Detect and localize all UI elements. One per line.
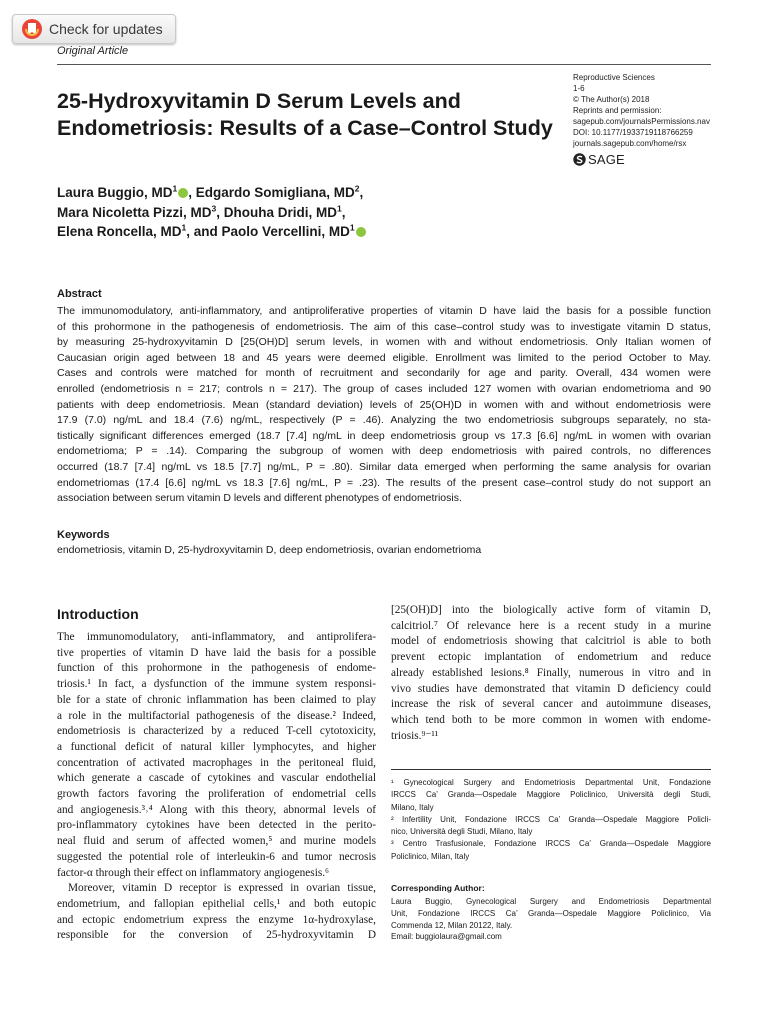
body-line: model of endometriosis showing that calcitriol is able to both bbox=[391, 635, 711, 648]
author-name[interactable]: Mara Nicoletta Pizzi, MD bbox=[57, 204, 212, 220]
corresponding-line: Unit, Fondazione IRCCS Ca’ Granda—Ospedale Maggiore Policlinico, Via bbox=[391, 908, 711, 918]
body-line: which tend both to be more common in women with endome- bbox=[391, 713, 711, 726]
affiliation-sup: 1 bbox=[181, 222, 187, 233]
body-line: tive properties of vitamin D have laid the basis for a possible bbox=[57, 646, 376, 659]
abstract-line: Caucasian origin aged between 18 and 45 years were deemed eligible. Enrollment was limited to the period October to May. bbox=[57, 351, 711, 364]
body-line: endometriosis is characterized by a reduced T-cell cytotoxicity, bbox=[57, 725, 376, 738]
journal-pages: 1-6 bbox=[573, 84, 585, 93]
abstract-line: 17.9 (7.0) ng/mL and 18.4 (7.6) ng/mL, respectively (P = .46). Analyzing the two endometriosis subgroups separately, no sta- bbox=[57, 414, 711, 427]
article-type-label: Original Article bbox=[57, 45, 129, 57]
body-line: calcitriol.⁷ Of relevance here is a recent study in a murine bbox=[391, 619, 711, 632]
body-line: vivo studies have demonstrated that vitamin D deficiency could bbox=[391, 682, 711, 695]
body-line: factor-α through their effect on inflammatory angiogenesis.⁶ bbox=[57, 866, 329, 879]
body-line: already established lesions.⁸ Finally, numerous in vitro and in bbox=[391, 666, 711, 679]
abstract-line: association between serum vitamin D levels and different phenotypes of endometriosis. bbox=[57, 492, 462, 505]
intro-column-left bbox=[57, 630, 376, 944]
orcid-icon[interactable] bbox=[356, 227, 366, 237]
header-divider bbox=[57, 64, 711, 65]
footnote-line: ³ Centro Trasfusionale, Fondazione IRCCS Ca’ Granda—Ospedale Maggiore bbox=[391, 839, 711, 849]
body-line: ble for a state of chronic inflammation has been claimed to play bbox=[57, 693, 376, 706]
corresponding-author-details bbox=[391, 896, 711, 943]
body-line: prevent ectopic implantation of endometrium and reduce bbox=[391, 651, 711, 664]
affiliation-sup: 1 bbox=[337, 203, 342, 213]
title-line-1: 25-Hydroxyvitamin D Serum Levels and bbox=[57, 89, 461, 113]
keywords-list: endometriosis, vitamin D, 25-hydroxyvitamin D, deep endometriosis, ovarian endometrioma bbox=[57, 544, 482, 556]
author-name[interactable]: Elena Roncella, MD bbox=[57, 224, 182, 239]
body-line: [25(OH)D] into the biologically active form of vitamin D, bbox=[391, 604, 711, 616]
footnote-line: Milano, Italy bbox=[391, 802, 434, 812]
affiliation-sup: 1 bbox=[172, 183, 178, 194]
title-line-2: Endometriosis: Results of a Case–Control Study bbox=[57, 116, 553, 140]
body-line: responsible for the conversion of 25-hydroxyvitamin D bbox=[57, 929, 376, 942]
footnote-line: nico, Università degli Studi, Milano, Italy bbox=[391, 827, 533, 837]
affiliation-footnote-3 bbox=[391, 838, 711, 863]
abstract-heading: Abstract bbox=[57, 288, 102, 300]
body-line: and angiogenesis.³˒⁴ Along with this theory, abnormal levels of bbox=[57, 803, 376, 816]
separator: , bbox=[341, 204, 346, 220]
body-line: triosis.⁹⁻¹¹ bbox=[391, 729, 439, 742]
footnote-divider bbox=[391, 769, 711, 770]
sage-wordmark: SAGE bbox=[588, 152, 625, 167]
body-line: suggested the potential role of interleukin-6 and tumor necrosis bbox=[57, 850, 376, 863]
abstract-line: enrolled (endometriosis n = 217; controls n = 217). The group of cases included 127 women with ovarian endometrioma and 90 bbox=[57, 382, 711, 395]
journal-permissions-link[interactable]: sagepub.com/journalsPermissions.nav bbox=[573, 117, 710, 126]
abstract-line: endometrioma; P = .14). Comparing the subgroup of women with deep endometriosis with paired controls, no differences bbox=[57, 445, 711, 458]
affiliation-footnote-2 bbox=[391, 814, 711, 839]
introduction-heading: Introduction bbox=[57, 606, 139, 622]
journal-name: Reproductive Sciences bbox=[573, 73, 655, 82]
body-line: which generate a cascade of cytokines and vascular endothelial bbox=[57, 772, 376, 785]
affiliation-footnotes bbox=[391, 777, 711, 863]
body-line: The immunomodulatory, anti-inflammatory, and antiprolifera- bbox=[57, 631, 376, 643]
keywords-heading: Keywords bbox=[57, 529, 110, 541]
journal-doi[interactable]: DOI: 10.1177/1933719118766259 bbox=[573, 128, 693, 137]
author-name[interactable]: , Edgardo Somigliana, MD bbox=[188, 185, 355, 200]
footnote-line: Policlinico, Milan, Italy bbox=[391, 851, 470, 861]
body-line: and ectopic endometrium express the enzyme 1α-hydroxylase, bbox=[57, 913, 376, 926]
check-for-updates-button[interactable] bbox=[12, 14, 176, 44]
author-name[interactable]: Paolo Vercellini, MD bbox=[221, 224, 350, 239]
corresponding-line: Commenda 12, Milan 20122, Italy. bbox=[391, 920, 513, 930]
author-name[interactable]: Laura Buggio, MD bbox=[57, 185, 173, 200]
body-line: a role in the multifactorial pathogenesis of the disease.² Indeed, bbox=[57, 709, 376, 722]
bookmark-check-icon bbox=[21, 18, 43, 40]
abstract-body bbox=[57, 304, 711, 507]
corresponding-line: Laura Buggio, Gynecological Surgery and Endometriosis Departmental bbox=[391, 897, 711, 906]
sage-logo bbox=[573, 152, 625, 167]
body-line: pro-inflammatory cytokines have been detected in the perito- bbox=[57, 819, 376, 832]
body-line: neal fluid and serum of affected women,⁵ and murine models bbox=[57, 835, 376, 848]
footnote-line: IRCCS Ca’ Granda—Ospedale Maggiore Policlinico, Università degli Studi, bbox=[391, 790, 711, 800]
affiliation-sup: 2 bbox=[354, 183, 360, 194]
author-list bbox=[57, 183, 657, 242]
abstract-line: endometriomas (17.4 [6.6] ng/mL vs 18.3 [7.6] ng/mL, P = .23). The results of the present case–control study do not support an bbox=[57, 476, 711, 489]
corresponding-email[interactable]: Email: buggiolaura@gmail.com bbox=[391, 932, 502, 942]
article-title bbox=[57, 88, 567, 142]
intro-column-right bbox=[391, 603, 711, 744]
check-for-updates-label: Check for updates bbox=[49, 21, 163, 37]
journal-reprints: Reprints and permission: bbox=[573, 106, 662, 115]
corresponding-author-heading: Corresponding Author: bbox=[391, 883, 485, 893]
separator: , bbox=[216, 204, 224, 220]
journal-home-link[interactable]: journals.sagepub.com/home/rsx bbox=[573, 139, 687, 148]
abstract-line: Cases and controls were matched for month of recruitment and secondarily for age and parity. Overall, 434 women were bbox=[57, 367, 711, 380]
journal-info bbox=[573, 72, 723, 149]
body-line: a functional deficit of natural killer lymphocytes, and higher bbox=[57, 740, 376, 753]
body-line: growth factors favoring the proliferation of endometrial cells bbox=[57, 788, 376, 801]
body-line: endometrium, and fallopian epithelial cells,¹ and both eutopic bbox=[57, 897, 376, 910]
abstract-line: of this prohormone in the pathogenesis of endometriosis. The aim of this case–control study was to investigate vitamin D status, bbox=[57, 320, 711, 333]
body-line: function of this prohormone in the pathogenesis of endome- bbox=[57, 662, 376, 675]
abstract-line: The immunomodulatory, anti-inflammatory, and antiproliferative properties of vitamin D have laid the basis for a possible function bbox=[57, 305, 711, 317]
separator: , bbox=[359, 185, 364, 200]
affiliation-sup: 3 bbox=[211, 203, 217, 213]
footnote-line: ² Infertility Unit, Fondazione IRCCS Ca’ Granda—Ospedale Maggiore Policli- bbox=[391, 814, 711, 824]
footnote-line: ¹ Gynecological Surgery and Endometriosis Departmental Unit, Fondazione bbox=[391, 778, 711, 787]
abstract-line: patients with deep endometriosis. Mean (standard deviation) levels of 25(OH)D in women with and without endometriosis were bbox=[57, 398, 711, 411]
sage-s-icon bbox=[573, 153, 586, 166]
body-line: increase the risk of several cancer and autoimmune diseases, bbox=[391, 698, 711, 711]
abstract-line: by measuring 25-hydroxyvitamin D [25(OH)D] serum levels, in women with and without endometriosis. Only Italian women of bbox=[57, 336, 711, 349]
separator: , and bbox=[186, 224, 222, 239]
body-line: triosis.¹ In fact, a dysfunction of the immune system responsi- bbox=[57, 678, 376, 691]
orcid-icon[interactable] bbox=[178, 188, 188, 198]
body-line: Moreover, vitamin D receptor is expressed in ovarian tissue, bbox=[68, 882, 376, 895]
abstract-line: tistically significant differences emerged (18.7 [7.4] ng/mL in deep endometriosis group vs 17.3 [6.6] ng/mL in women with ovarian bbox=[57, 429, 711, 442]
body-line: concentration of activated macrophages in the peritoneal fluid, bbox=[57, 756, 376, 769]
author-name[interactable]: Dhouha Dridi, MD bbox=[223, 204, 338, 220]
affiliation-footnote-1 bbox=[391, 777, 711, 814]
abstract-line: occurred (18.7 [7.4] ng/mL vs 18.5 [7.7] ng/mL, P = .80). Similar data emerged when performing the same analysis for ovarian bbox=[57, 460, 711, 473]
journal-copyright: © The Author(s) 2018 bbox=[573, 95, 650, 104]
affiliation-sup: 1 bbox=[349, 222, 355, 233]
